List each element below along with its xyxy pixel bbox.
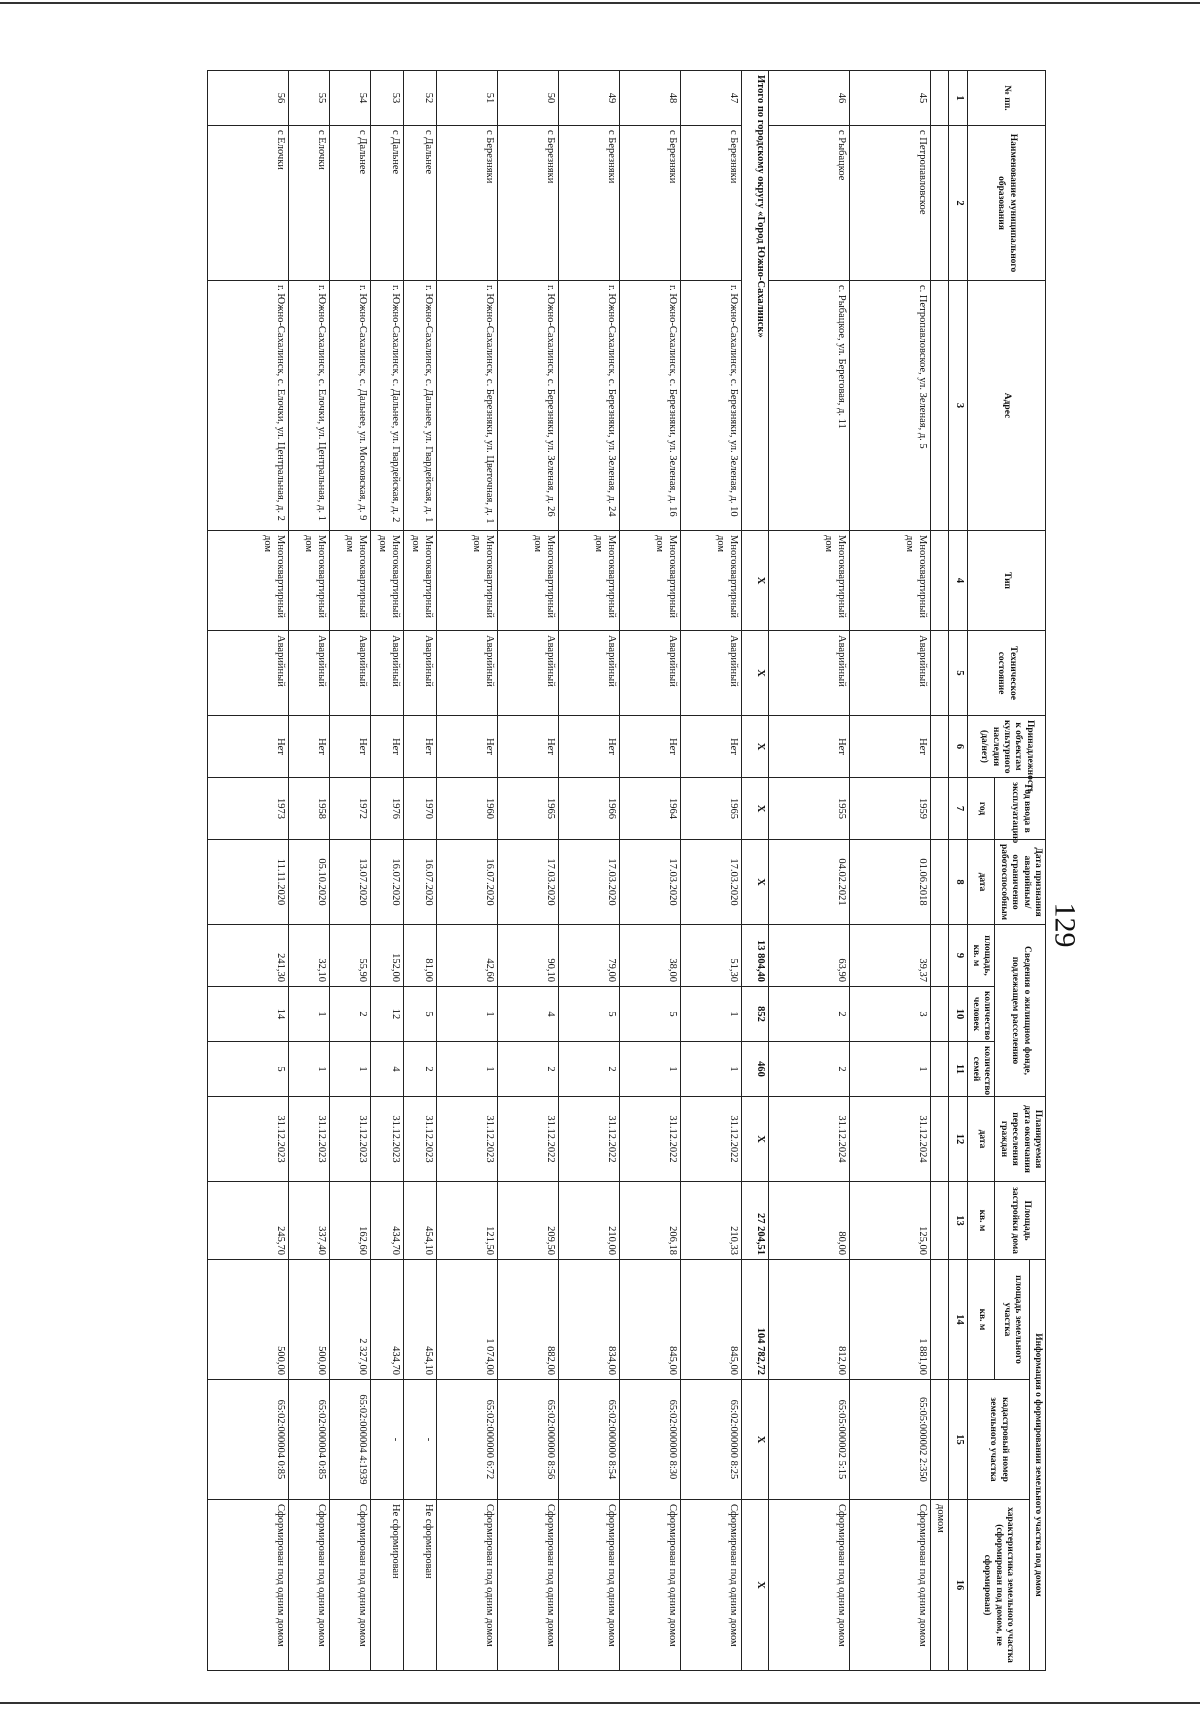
table-row [850,71,931,1671]
cell-type: Многоквартирный дом [330,531,371,631]
cell-cultural-heritage: Нет [330,716,371,778]
cell-type: Многоквартирный дом [681,531,742,631]
cell-building-area: 434,70 [371,1182,404,1260]
cell-family-count: 2 [404,1042,437,1097]
page-number: 129 [1048,902,1082,948]
cell-cadastral-number: 65:05:000002 2:350 [850,1380,931,1500]
continued-row [931,71,949,1671]
cell-condition: Аварийный [437,631,498,716]
col-number: 8 [948,840,967,925]
total-cultural-heritage: X [742,716,769,778]
header-families-sub: количество семей [967,1042,995,1097]
cell-address: г. Южно-Сахалинск, с. Дальнее, ул. Гвардейская, д. 1 [404,281,437,531]
cell-year: 1965 [498,778,559,840]
cell-municipality: с Березняки [620,126,681,281]
cell-land-characteristic: Сформирован под одним домом [498,1500,559,1671]
header-cultural: Принадлежность к объектам культурного наследия (да/нет) [967,716,1045,778]
cell-address: с. Рыбацкое, ул. Береговая, д. 11 [769,281,850,531]
cell-year: 1960 [437,778,498,840]
housing-table [207,70,1046,1671]
header-date-sub: дата [967,840,995,925]
cell-building-area: 337,40 [289,1182,330,1260]
cell-cultural-heritage: Нет [620,716,681,778]
table-row [769,71,850,1671]
cell-land-characteristic: Не сформирован [404,1500,437,1671]
cell-land-characteristic: Сформирован под одним домом [681,1500,742,1671]
cell-living-area: 79,00 [559,925,620,987]
column-number-row [948,71,967,1671]
cell-resettle-date: 31.12.2023 [371,1097,404,1182]
cell-cultural-heritage: Нет [681,716,742,778]
cell-cadastral-number: - [371,1380,404,1500]
cell-municipality: с Дальнее [404,126,437,281]
cell-row-number: 50 [498,71,559,126]
cell-condition: Аварийный [850,631,931,716]
table-row [404,71,437,1671]
cell-municipality: с Березняки [559,126,620,281]
cell-row-number: 47 [681,71,742,126]
cell-family-count: 4 [371,1042,404,1097]
total-label: Итого по городскому округу «Город Южно-Сахалинск» [742,71,769,531]
table-row [437,71,498,1671]
total-year: X [742,778,769,840]
cell-resettle-date: 31.12.2023 [289,1097,330,1182]
cell-condition: Аварийный [371,631,404,716]
header-municipality: Наименование муниципального образования [967,126,1045,281]
cell-address: г. Южно-Сахалинск, с. Березняки, ул. Зеленая, д. 26 [498,281,559,531]
cell-living-area: 81,00 [404,925,437,987]
cell-living-area: 63,90 [769,925,850,987]
cell-resettle-date: 31.12.2023 [330,1097,371,1182]
cell-living-area: 38,00 [620,925,681,987]
cell-year: 1955 [769,778,850,840]
cell-land-area: 1 881,00 [850,1260,931,1380]
cell-land-characteristic: Сформирован под одним домом [437,1500,498,1671]
cell-land-area: 434,70 [371,1260,404,1380]
cell-year: 1958 [289,778,330,840]
cell-type: Многоквартирный дом [559,531,620,631]
cell-cultural-heritage: Нет [371,716,404,778]
cell-type: Многоквартирный дом [850,531,931,631]
table-row [371,71,404,1671]
cell-row-number: 49 [559,71,620,126]
cell-land-area: 882,00 [498,1260,559,1380]
total-recognition-date: X [742,840,769,925]
cell-family-count: 1 [289,1042,330,1097]
cell-cultural-heritage: Нет [437,716,498,778]
header-characteristic: характеристика земельного участка (сформирован под домом, не сформирован) [967,1500,1029,1671]
table-row [620,71,681,1671]
cell-family-count: 2 [559,1042,620,1097]
cell-type: Многоквартирный дом [289,531,330,631]
cell-people-count: 1 [289,987,330,1042]
cell-building-area: 162,60 [330,1182,371,1260]
cell-row-number: 53 [371,71,404,126]
header-resettle-sub: дата [967,1097,995,1182]
cell-building-area: 454,10 [404,1182,437,1260]
cell-condition: Аварийный [559,631,620,716]
cell-municipality: с Дальнее [330,126,371,281]
cell-cultural-heritage: Нет [559,716,620,778]
cell-people-count: 3 [850,987,931,1042]
header-cadastral: кадастровый номер земельного участка [967,1380,1029,1500]
cell-building-area: 125,00 [850,1182,931,1260]
rotated-table-sheet [102,70,1046,1670]
cell-recognition-date: 17.03.2020 [681,840,742,925]
header-condition: Техническое состояние [967,631,1045,716]
header-n: № пп. [967,71,1045,126]
cell-address: с. Петропавловское, ул. Зеленая, д. 5 [850,281,931,531]
cell-family-count: 1 [330,1042,371,1097]
cell-recognition-date: 17.03.2020 [620,840,681,925]
table-row [289,71,330,1671]
total-cadastral-number: X [742,1380,769,1500]
header-address: Адрес [967,281,1045,531]
col-number: 12 [948,1097,967,1182]
cell-building-area: 121,50 [437,1182,498,1260]
table-row [330,71,371,1671]
cell-cadastral-number: 65:02:000004 0:85 [208,1380,289,1500]
cell-resettle-date: 31.12.2023 [404,1097,437,1182]
cell-municipality: с Березняки [681,126,742,281]
cell-building-area: 245,70 [208,1182,289,1260]
col-number: 16 [948,1500,967,1671]
cell-address: г. Южно-Сахалинск, с. Березняки, ул. Зеленая, д. 16 [620,281,681,531]
col-number: 7 [948,778,967,840]
cell-family-count: 5 [208,1042,289,1097]
cell-cadastral-number: 65:02:000000 8:56 [498,1380,559,1500]
total-resettle-date: X [742,1097,769,1182]
cell-land-characteristic: Сформирован под одним домом [559,1500,620,1671]
cell-municipality: с Рыбацкое [769,126,850,281]
cell-living-area: 32,10 [289,925,330,987]
header-year-sub: год [967,778,995,840]
cell-municipality: с Дальнее [371,126,404,281]
col-number: 3 [948,281,967,531]
cell-year: 1976 [371,778,404,840]
cell-land-characteristic: Сформирован под одним домом [289,1500,330,1671]
cell-land-characteristic: Сформирован под одним домом [208,1500,289,1671]
cell-family-count: 2 [769,1042,850,1097]
cell-type: Многоквартирный дом [208,531,289,631]
cell-cadastral-number: 65:02:000004 4:1939 [330,1380,371,1500]
cell-year: 1964 [620,778,681,840]
cell-year: 1966 [559,778,620,840]
cell-living-area: 42,60 [437,925,498,987]
cell-cadastral-number: 65:02:000004 0:85 [289,1380,330,1500]
cell-land-area: 845,00 [681,1260,742,1380]
cell-address: г. Южно-Сахалинск, с. Елочки, ул. Центральная, д. 2 [208,281,289,531]
cell-address: г. Южно-Сахалинск, с. Березняки, ул. Зеленая, д. 24 [559,281,620,531]
cell-land-area: 2 327,00 [330,1260,371,1380]
cell-land-area: 454,10 [404,1260,437,1380]
cell-living-area: 39,37 [850,925,931,987]
header-land-group: Информация о формировании земельного участка под домом [1029,1260,1045,1671]
col-number: 4 [948,531,967,631]
cell-building-area: 80,00 [769,1182,850,1260]
header-building-area-sub: кв. м [967,1182,995,1260]
total-building-area: 27 204,51 [742,1182,769,1260]
cell-address: г. Южно-Сахалинск, с. Дальнее, ул. Гвардейская, д. 2 [371,281,404,531]
total-family-count: 460 [742,1042,769,1097]
cell-type: Многоквартирный дом [404,531,437,631]
total-living-area: 13 804,40 [742,925,769,987]
cell-type: Многоквартирный дом [620,531,681,631]
cell-building-area: 209,50 [498,1182,559,1260]
cell-cultural-heritage: Нет [404,716,437,778]
cell-cadastral-number: 65:02:000000 8:54 [559,1380,620,1500]
cell-municipality: с Елочки [289,126,330,281]
cell-resettle-date: 31.12.2022 [681,1097,742,1182]
cell-cadastral-number: - [404,1380,437,1500]
cell-land-area: 812,00 [769,1260,850,1380]
cell-row-number: 45 [850,71,931,126]
cell-living-area: 152,00 [371,925,404,987]
col-number: 13 [948,1182,967,1260]
cell-living-area: 55,90 [330,925,371,987]
col-number: 15 [948,1380,967,1500]
continued-characteristic: домом [931,1500,949,1671]
cell-building-area: 210,33 [681,1182,742,1260]
cell-people-count: 2 [769,987,850,1042]
cell-recognition-date: 05.10.2020 [289,840,330,925]
cell-cadastral-number: 65:02:000000 8:25 [681,1380,742,1500]
cell-people-count: 2 [330,987,371,1042]
cell-family-count: 1 [437,1042,498,1097]
cell-year: 1965 [681,778,742,840]
cell-recognition-date: 16.07.2020 [371,840,404,925]
cell-resettle-date: 31.12.2022 [498,1097,559,1182]
cell-row-number: 54 [330,71,371,126]
cell-people-count: 4 [498,987,559,1042]
cell-address: г. Южно-Сахалинск, с. Березняки, ул. Цветочная, д. 1 [437,281,498,531]
col-number: 10 [948,987,967,1042]
cell-people-count: 5 [620,987,681,1042]
cell-cultural-heritage: Нет [850,716,931,778]
table-row [681,71,742,1671]
cell-people-count: 1 [681,987,742,1042]
cell-land-area: 845,00 [620,1260,681,1380]
cell-type: Многоквартирный дом [769,531,850,631]
cell-row-number: 56 [208,71,289,126]
cell-family-count: 1 [681,1042,742,1097]
cell-cultural-heritage: Нет [769,716,850,778]
header-people-sub: количество человек [967,987,995,1042]
cell-resettle-date: 31.12.2024 [850,1097,931,1182]
header-resettle-group: Планируемая дата окончания переселения граждан [995,1097,1046,1182]
cell-people-count: 5 [404,987,437,1042]
cell-cadastral-number: 65:02:000000 8:30 [620,1380,681,1500]
cell-recognition-date: 16.07.2020 [404,840,437,925]
cell-land-area: 1 074,00 [437,1260,498,1380]
header-land-area-sub: кв. м [967,1260,995,1380]
header-building-area-group: Площадь застройки дома [995,1182,1046,1260]
cell-recognition-date: 16.07.2020 [437,840,498,925]
cell-land-area: 500,00 [208,1260,289,1380]
cell-condition: Аварийный [681,631,742,716]
header-year-group: Год ввода в эксплуатацию [995,778,1046,840]
total-land-area: 104 782,72 [742,1260,769,1380]
cell-resettle-date: 31.12.2022 [559,1097,620,1182]
cell-land-characteristic: Сформирован под одним домом [620,1500,681,1671]
cell-municipality: с Березняки [437,126,498,281]
bottom-border-line [0,1702,1200,1704]
cell-land-area: 834,00 [559,1260,620,1380]
cell-row-number: 51 [437,71,498,126]
cell-recognition-date: 13.07.2020 [330,840,371,925]
col-number: 2 [948,126,967,281]
total-land-characteristic: X [742,1500,769,1671]
cell-condition: Аварийный [620,631,681,716]
cell-address: г. Южно-Сахалинск, с. Елочки, ул. Центральная, д. 1 [289,281,330,531]
col-number: 9 [948,925,967,987]
top-border-line [0,2,1200,4]
cell-land-area: 500,00 [289,1260,330,1380]
cell-living-area: 241,30 [208,925,289,987]
cell-type: Многоквартирный дом [371,531,404,631]
header-type: Тип [967,531,1045,631]
cell-recognition-date: 01.06.2018 [850,840,931,925]
cell-resettle-date: 31.12.2022 [620,1097,681,1182]
table-body [208,71,931,1671]
cell-condition: Аварийный [208,631,289,716]
cell-land-characteristic: Сформирован под одним домом [330,1500,371,1671]
col-number: 11 [948,1042,967,1097]
cell-family-count: 1 [850,1042,931,1097]
cell-condition: Аварийный [769,631,850,716]
cell-people-count: 14 [208,987,289,1042]
cell-condition: Аварийный [404,631,437,716]
total-type: X [742,531,769,631]
cell-municipality: с Березняки [498,126,559,281]
cell-year: 1959 [850,778,931,840]
cell-people-count: 12 [371,987,404,1042]
cell-municipality: с Елочки [208,126,289,281]
cell-year: 1973 [208,778,289,840]
total-condition: X [742,631,769,716]
header-housing-group: Сведения о жилищном фонде, подлежащем расселению [995,925,1046,1097]
cell-address: г. Южно-Сахалинск, с. Дальнее, ул. Московская, д. 9 [330,281,371,531]
cell-living-area: 90,10 [498,925,559,987]
cell-building-area: 210,00 [559,1182,620,1260]
cell-cultural-heritage: Нет [289,716,330,778]
cell-year: 1972 [330,778,371,840]
cell-cultural-heritage: Нет [208,716,289,778]
cell-resettle-date: 31.12.2023 [437,1097,498,1182]
cell-condition: Аварийный [498,631,559,716]
cell-cultural-heritage: Нет [498,716,559,778]
cell-recognition-date: 04.02.2021 [769,840,850,925]
table-row [498,71,559,1671]
cell-year: 1970 [404,778,437,840]
cell-living-area: 51,30 [681,925,742,987]
header-date-group: Дата признания аварийным/ограниченно работоспособным [995,840,1046,925]
cell-family-count: 1 [620,1042,681,1097]
cell-recognition-date: 17.03.2020 [498,840,559,925]
total-row [742,71,769,1671]
col-number: 14 [948,1260,967,1380]
col-number: 6 [948,716,967,778]
col-number: 1 [948,71,967,126]
cell-land-characteristic: Сформирован под одним домом [769,1500,850,1671]
cell-land-characteristic: Сформирован под одним домом [850,1500,931,1671]
table-header [967,71,1045,1671]
cell-row-number: 46 [769,71,850,126]
cell-cadastral-number: 65:02:000000 6:72 [437,1380,498,1500]
cell-resettle-date: 31.12.2024 [769,1097,850,1182]
cell-row-number: 48 [620,71,681,126]
cell-recognition-date: 17.03.2020 [559,840,620,925]
header-area-sub: площадь, кв. м [967,925,995,987]
header-land-area-group: площадь земельного участка [995,1260,1029,1380]
cell-row-number: 55 [289,71,330,126]
cell-resettle-date: 31.12.2023 [208,1097,289,1182]
col-number: 5 [948,631,967,716]
cell-type: Многоквартирный дом [498,531,559,631]
cell-row-number: 52 [404,71,437,126]
cell-address: г. Южно-Сахалинск, с. Березняки, ул. Зеленая, д. 10 [681,281,742,531]
cell-cadastral-number: 65:05:000002 5:15 [769,1380,850,1500]
cell-condition: Аварийный [330,631,371,716]
cell-recognition-date: 11.11.2020 [208,840,289,925]
table-row [559,71,620,1671]
cell-people-count: 1 [437,987,498,1042]
cell-building-area: 206,18 [620,1182,681,1260]
cell-municipality: с Петропавловское [850,126,931,281]
cell-family-count: 2 [498,1042,559,1097]
cell-people-count: 5 [559,987,620,1042]
table-row [208,71,289,1671]
total-people-count: 852 [742,987,769,1042]
cell-condition: Аварийный [289,631,330,716]
cell-type: Многоквартирный дом [437,531,498,631]
cell-land-characteristic: Не сформирован [371,1500,404,1671]
